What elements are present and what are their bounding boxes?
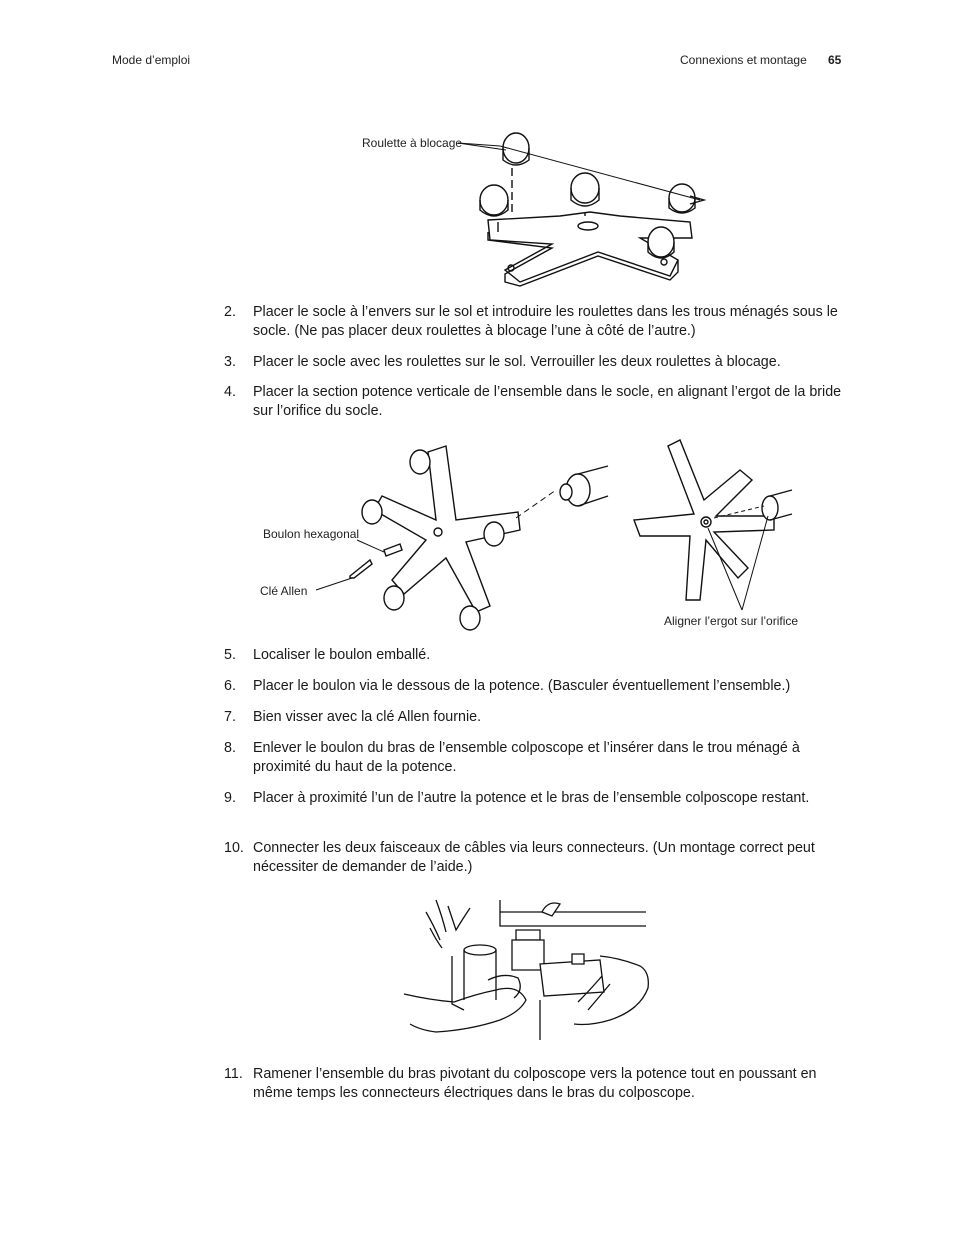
step-text: Placer le socle à l’envers sur le sol et introduire les roulettes dans les trous ménagés sous le socle. (Ne pas placer deux roulettes à blocage l’une à côté de l’autre.): [253, 304, 838, 339]
step-number: 8.: [224, 740, 236, 756]
step-number: 3.: [224, 354, 236, 370]
locking-caster-label: Roulette à blocage: [362, 136, 463, 150]
step-text: Placer la section potence verticale de l’ensemble dans le socle, en alignant l’ergot de la bride sur l’orifice du socle.: [253, 384, 842, 419]
step-text: Placer le socle avec les roulettes sur le sol. Verrouiller les deux roulettes à blocage.: [253, 354, 781, 370]
colposcope-arm: [500, 900, 646, 926]
step-text: Bien visser avec la clé Allen fournie.: [253, 709, 482, 725]
step-number: 7.: [224, 709, 236, 725]
step-number: 10.: [224, 840, 244, 856]
step-number: 4.: [224, 384, 236, 400]
step-number: 2.: [224, 304, 236, 320]
align-label: Aligner l’ergot sur l’orifice: [664, 614, 799, 628]
stem-column: [512, 930, 544, 1040]
page-number: 65: [828, 53, 842, 67]
allen-key-label: Clé Allen: [260, 584, 308, 598]
arm-block: [540, 954, 604, 996]
step-number: 5.: [224, 647, 236, 663]
step-11: [224, 1065, 844, 1103]
header-section-title: Connexions et montage: [680, 53, 807, 67]
step-number: 9.: [224, 790, 236, 806]
step-text: Enlever le boulon du bras de l’ensemble colposcope et l’insérer dans le trou ménagé à proximité du haut de la potence.: [253, 740, 800, 775]
step-text: Placer à proximité l’un de l’autre la potence et le bras de l’ensemble colposcope restant.: [253, 790, 810, 806]
step-text: Localiser le boulon emballé.: [253, 647, 431, 663]
step-number: 6.: [224, 678, 236, 694]
step-text: Ramener l’ensemble du bras pivotant du colposcope vers la potence tout en poussant en même temps les connecteurs électriques dans le bras du colposcope.: [253, 1066, 817, 1101]
step-text: Placer le boulon via le dessous de la potence. (Basculer éventuellement l’ensemble.): [253, 678, 791, 694]
hex-bolt-label: Boulon hexagonal: [263, 527, 360, 541]
step-number: 11.: [224, 1066, 243, 1082]
step-text: Connecter les deux faisceaux de câbles via leurs connecteurs. (Un montage correct peut nécessiter de demander de l’aide.): [253, 840, 815, 875]
header-left-title: Mode d’emploi: [112, 53, 191, 67]
left-hand: [404, 900, 526, 1032]
